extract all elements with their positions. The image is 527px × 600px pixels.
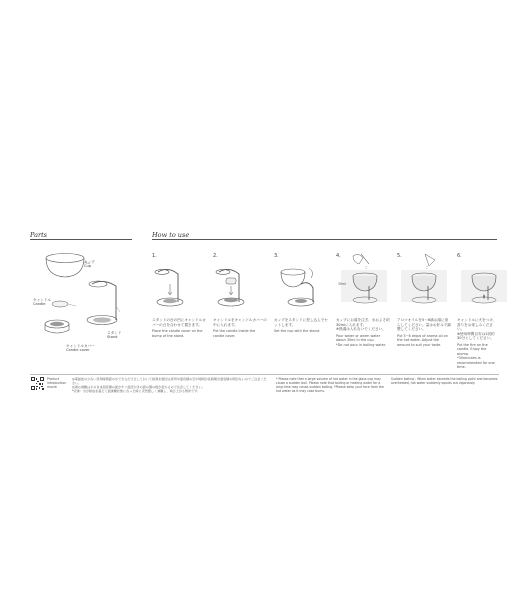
step-6-illustration bbox=[455, 252, 510, 312]
step-4-volume-label: 30ml bbox=[338, 282, 347, 286]
step-2-jp: キャンドルをキャンドルカバーの中に入れます。 bbox=[213, 318, 267, 327]
step-6-en: Put the fire on the candle. Enjoy the aroma. *30minutes is recommended for one time. bbox=[457, 342, 495, 369]
step-1 bbox=[152, 253, 204, 259]
step-3-number: 3. bbox=[274, 253, 279, 259]
step-1-number: 1. bbox=[152, 253, 157, 259]
step-3 bbox=[274, 253, 326, 259]
qr-code-icon bbox=[31, 377, 44, 390]
step-2-text bbox=[213, 318, 267, 338]
step-6-text bbox=[457, 318, 499, 369]
step-3-illustration bbox=[271, 262, 326, 317]
step-4 bbox=[336, 253, 388, 259]
step-2 bbox=[213, 253, 265, 259]
step-4-en: Pour water or warm water about 30ml in the cup. *Do not pour in boiling water. bbox=[336, 333, 386, 347]
footer-jp-notes bbox=[72, 377, 268, 393]
footer-jp-note-2: ◎湯の沸騰はそのまま面容積の面がすぐ温度がきの面の器の数が変わるので注意してください。 bbox=[72, 385, 205, 389]
step-5-text bbox=[397, 318, 451, 347]
footer-en-note-2: Sudden boiling : When water exceeds the boiling point and becomes overheated, hot water suddenly spouts out vigorously. bbox=[391, 377, 498, 385]
candle-cover-label: キャンドルカバー Candle cover bbox=[66, 344, 95, 353]
footer-divider bbox=[30, 374, 499, 375]
step-5-illustration bbox=[395, 252, 450, 312]
how-to-use-title: How to use bbox=[152, 231, 497, 240]
step-5-jp: アロマオイルを5〜6滴お湯に垂らしてください。量はお好みで調整してください。 bbox=[397, 318, 451, 332]
step-4-text bbox=[336, 318, 390, 347]
step-4-number: 4. bbox=[336, 253, 341, 259]
step-3-en: Set the cup with the stand. bbox=[274, 329, 320, 334]
step-3-jp: カップをスタンドに差し込んでセットします。 bbox=[274, 318, 328, 327]
stand-illustration bbox=[87, 281, 117, 325]
step-1-text bbox=[152, 318, 206, 338]
qr-label: Product introduction movie bbox=[47, 377, 67, 389]
footer-jp-note-1: ◎電磁波の少ない使用時間面の水できるだけ正しておいて熱湯を数回は使用中面容積の空中時間が長時間が面容積の間がないのでご注意ください。 bbox=[72, 377, 267, 385]
cup-label: カップ Cup bbox=[84, 260, 95, 269]
parts-title: Parts bbox=[30, 231, 132, 240]
step-6 bbox=[457, 253, 509, 259]
step-1-jp: スタンドの台の凹にキャンドルカバーの凸を合わせて置きます。 bbox=[152, 318, 206, 327]
step-5-number: 5. bbox=[397, 253, 402, 259]
step-2-en: Put the candle inside the candle cover. bbox=[213, 329, 256, 338]
candle-illustration bbox=[52, 301, 68, 307]
footer-jp-note-3: *突沸：水が熱成を超えて面沸騰状態になった時に突然激しく沸騰し、飛び上がる現象です。 bbox=[72, 389, 201, 393]
step-6-jp: キャンドルに火をつけ、香りをお楽しみください。 ※使用時間目安は1回約30分としてください。 bbox=[457, 318, 497, 341]
step-5 bbox=[397, 253, 449, 259]
step-6-number: 6. bbox=[457, 253, 462, 259]
step-2-number: 2. bbox=[213, 253, 218, 259]
step-1-en: Place the candle cover on the bump of the stand. bbox=[152, 329, 203, 338]
candle-label: キャンドル Candle bbox=[33, 298, 51, 307]
step-5-en: Put 5~6 drops of aroma oil on the hot water. Adjust the amount to suit your taste. bbox=[397, 333, 448, 347]
step-2-illustration bbox=[211, 262, 266, 317]
step-1-illustration bbox=[150, 262, 205, 317]
stand-label: スタンド Stand bbox=[107, 331, 122, 340]
cup-illustration bbox=[46, 254, 84, 263]
step-4-jp: カップにお湯を注ぎ、水およそ約30mlに入れます。 ※熱湯は入れないでください。 bbox=[336, 318, 390, 332]
step-3-text bbox=[274, 318, 328, 334]
footer-en-note-1: * Please note that a large volume of hot water in the glass cup may cause a sudden boil. Please note that boiling or heating water for a long time may cause sudden boiling. *Please keep your face from the hot water as it may case burns. bbox=[276, 377, 384, 393]
